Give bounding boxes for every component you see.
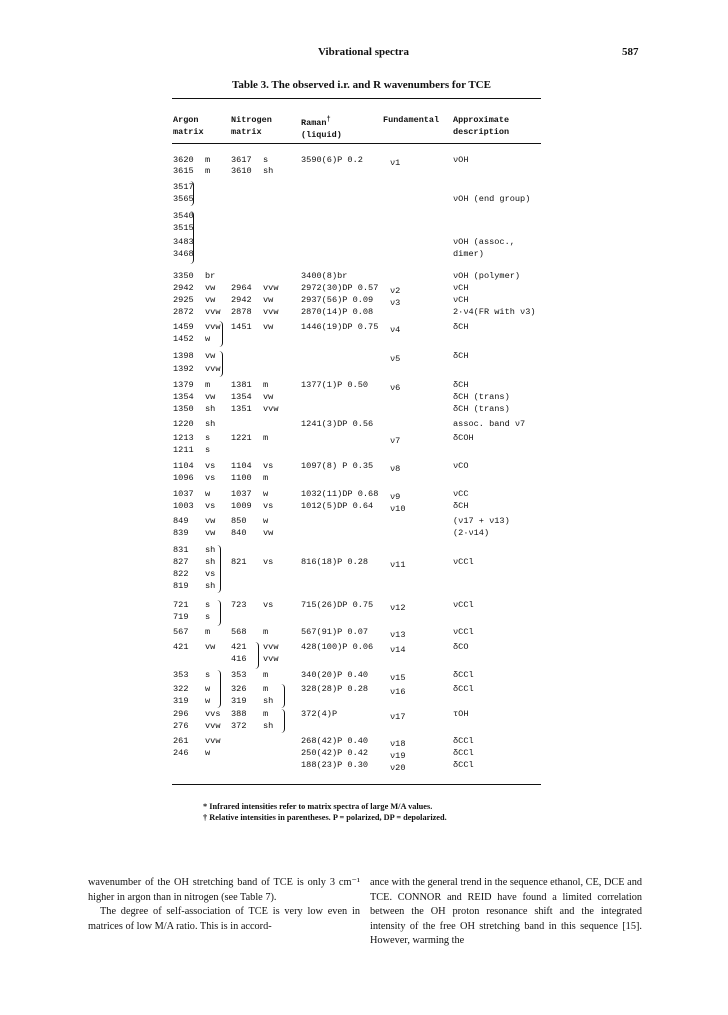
argon-intensity: m <box>205 166 211 176</box>
argon-intensity: s <box>205 445 211 455</box>
argon-intensity: vw <box>205 528 216 538</box>
argon-wavenumber: 3565 <box>173 194 194 204</box>
argon-intensity: vw <box>205 516 216 526</box>
argon-wavenumber: 1452 <box>173 334 194 344</box>
raman-value: 340(20)P 0.40 <box>301 670 369 680</box>
nitrogen-wavenumber: 1037 <box>231 489 252 499</box>
nitrogen-wavenumber: 3617 <box>231 155 252 165</box>
argon-intensity: vs <box>205 461 216 471</box>
fundamental-label: ν20 <box>390 763 406 773</box>
raman-value: 1377(1)P 0.50 <box>301 380 369 390</box>
description-text: δCH (trans) <box>453 392 510 402</box>
argon-wavenumber: 849 <box>173 516 189 526</box>
nitrogen-wavenumber: 2942 <box>231 295 252 305</box>
argon-wavenumber: 1379 <box>173 380 194 390</box>
description-text: νOH (polymer) <box>453 271 521 281</box>
argon-intensity: s <box>205 600 211 610</box>
nitrogen-wavenumber: 1351 <box>231 404 252 414</box>
nitrogen-intensity: vvw <box>263 283 279 293</box>
table-note-raman: † Relative intensities in parentheses. P = polarized, DP = depolarized. <box>203 813 447 822</box>
raman-value: 715(26)DP 0.75 <box>301 600 374 610</box>
raman-value: 567(91)P 0.07 <box>301 627 369 637</box>
argon-intensity: sh <box>205 557 216 567</box>
nitrogen-wavenumber: 1009 <box>231 501 252 511</box>
description-text: δCH <box>453 380 469 390</box>
argon-wavenumber: 827 <box>173 557 189 567</box>
raman-value: 372(4)P <box>301 709 338 719</box>
nitrogen-wavenumber: 2878 <box>231 307 252 317</box>
nitrogen-wavenumber: 840 <box>231 528 247 538</box>
nitrogen-wavenumber: 1100 <box>231 473 252 483</box>
grouping-brace <box>190 181 194 206</box>
table-note-infrared: * Infrared intensities refer to matrix spectra of large M/A values. <box>203 802 433 811</box>
raman-value: 188(23)P 0.30 <box>301 760 369 770</box>
header-description-line1: Approximate <box>453 115 510 125</box>
argon-intensity: w <box>205 748 211 758</box>
nitrogen-intensity: m <box>263 380 269 390</box>
description-text: τOH <box>453 709 469 719</box>
argon-intensity: vs <box>205 473 216 483</box>
argon-intensity: w <box>205 696 211 706</box>
argon-wavenumber: 3517 <box>173 182 194 192</box>
fundamental-label: ν2 <box>390 286 401 296</box>
description-text: δCCl <box>453 670 474 680</box>
argon-wavenumber: 1350 <box>173 404 194 414</box>
nitrogen-intensity: sh <box>263 166 274 176</box>
nitrogen-wavenumber: 421 <box>231 642 247 652</box>
argon-wavenumber: 322 <box>173 684 189 694</box>
argon-intensity: vw <box>205 392 216 402</box>
argon-intensity: m <box>205 155 211 165</box>
fundamental-label: ν18 <box>390 739 406 749</box>
argon-wavenumber: 3540 <box>173 211 194 221</box>
grouping-brace <box>281 684 285 708</box>
argon-wavenumber: 819 <box>173 581 189 591</box>
description-text: νOH (assoc., <box>453 237 515 247</box>
argon-wavenumber: 2872 <box>173 307 194 317</box>
fundamental-label: ν13 <box>390 630 406 640</box>
table-top-rule <box>172 98 541 99</box>
raman-value: 250(42)P 0.42 <box>301 748 369 758</box>
fundamental-label: ν15 <box>390 673 406 683</box>
nitrogen-intensity: vvw <box>263 654 279 664</box>
table-caption: Table 3. The observed i.r. and R wavenumbers for TCE <box>232 79 491 91</box>
raman-value: 1097(8) P 0.35 <box>301 461 374 471</box>
header-nitrogen-line2: matrix <box>231 127 262 137</box>
nitrogen-wavenumber: 2964 <box>231 283 252 293</box>
grouping-brace <box>217 545 221 593</box>
nitrogen-wavenumber: 568 <box>231 627 247 637</box>
argon-wavenumber: 3620 <box>173 155 194 165</box>
argon-wavenumber: 721 <box>173 600 189 610</box>
nitrogen-intensity: vs <box>263 501 274 511</box>
raman-value: 3590(6)P 0.2 <box>301 155 363 165</box>
raman-value: 428(100)P 0.06 <box>301 642 374 652</box>
argon-wavenumber: 1459 <box>173 322 194 332</box>
raman-value: 816(18)P 0.28 <box>301 557 369 567</box>
grouping-brace <box>190 211 194 264</box>
nitrogen-intensity: vs <box>263 600 274 610</box>
body-column-right <box>370 876 642 949</box>
argon-wavenumber: 3515 <box>173 223 194 233</box>
description-text: δCH <box>453 322 469 332</box>
description-text: νCCl <box>453 627 474 637</box>
running-title: Vibrational spectra <box>318 46 409 58</box>
description-text: νCCl <box>453 557 474 567</box>
nitrogen-intensity: m <box>263 627 269 637</box>
fundamental-label: ν10 <box>390 504 406 514</box>
description-text: νCH <box>453 295 469 305</box>
argon-intensity: s <box>205 612 211 622</box>
body-paragraph: The degree of self-association of TCE is very low even in matrices of low M/A ratio. This is in accord- <box>88 906 360 932</box>
body-paragraph: ance with the general trend in the sequence ethanol, CE, DCE and TCE. CONNOR and REID have found a limited correlation between the OH proton resonance shift and the integrated intensity of the free OH stretching band in this sequence [15]. However, warming the <box>370 877 642 946</box>
argon-wavenumber: 3483 <box>173 237 194 247</box>
argon-wavenumber: 261 <box>173 736 189 746</box>
header-description <box>453 114 509 138</box>
argon-intensity: vs <box>205 501 216 511</box>
description-text: δCCl <box>453 748 474 758</box>
nitrogen-intensity: w <box>263 516 269 526</box>
nitrogen-intensity: m <box>263 473 269 483</box>
nitrogen-wavenumber: 821 <box>231 557 247 567</box>
argon-intensity: s <box>205 433 211 443</box>
argon-wavenumber: 319 <box>173 696 189 706</box>
nitrogen-wavenumber: 723 <box>231 600 247 610</box>
nitrogen-intensity: vw <box>263 392 274 402</box>
fundamental-label: ν11 <box>390 560 406 570</box>
raman-value: 1446(19)DP 0.75 <box>301 322 379 332</box>
argon-wavenumber: 3468 <box>173 249 194 259</box>
description-text: δCH <box>453 501 469 511</box>
nitrogen-wavenumber: 1104 <box>231 461 252 471</box>
nitrogen-wavenumber: 372 <box>231 721 247 731</box>
argon-intensity: vvs <box>205 709 221 719</box>
nitrogen-intensity: vvw <box>263 404 279 414</box>
argon-intensity: w <box>205 334 211 344</box>
description-text: νOH (end group) <box>453 194 531 204</box>
argon-intensity: vvw <box>205 736 221 746</box>
argon-intensity: m <box>205 627 211 637</box>
header-raman-line1: Raman <box>301 117 327 128</box>
argon-wavenumber: 276 <box>173 721 189 731</box>
nitrogen-intensity: m <box>263 684 269 694</box>
argon-wavenumber: 353 <box>173 670 189 680</box>
header-argon-line1: Argon <box>173 115 199 125</box>
nitrogen-intensity: m <box>263 670 269 680</box>
argon-intensity: vvw <box>205 322 221 332</box>
header-argon <box>173 114 204 138</box>
argon-wavenumber: 831 <box>173 545 189 555</box>
grouping-brace <box>281 709 285 733</box>
argon-intensity: vw <box>205 642 216 652</box>
argon-wavenumber: 822 <box>173 569 189 579</box>
nitrogen-wavenumber: 353 <box>231 670 247 680</box>
raman-value: 3400(8)br <box>301 271 348 281</box>
argon-intensity: sh <box>205 404 216 414</box>
fundamental-label: ν14 <box>390 645 406 655</box>
description-text: δCCl <box>453 760 474 770</box>
description-text: δCH (trans) <box>453 404 510 414</box>
argon-wavenumber: 1392 <box>173 364 194 374</box>
raman-value: 268(42)P 0.40 <box>301 736 369 746</box>
argon-wavenumber: 1037 <box>173 489 194 499</box>
argon-intensity: vvw <box>205 307 221 317</box>
argon-intensity: m <box>205 380 211 390</box>
description-text: (ν17 + ν13) <box>453 516 510 526</box>
nitrogen-intensity: sh <box>263 696 274 706</box>
fundamental-label: ν19 <box>390 751 406 761</box>
description-text: dimer) <box>453 249 484 259</box>
description-text: νOH <box>453 155 469 165</box>
nitrogen-intensity: vvw <box>263 642 279 652</box>
argon-wavenumber: 567 <box>173 627 189 637</box>
argon-intensity: sh <box>205 419 216 429</box>
nitrogen-wavenumber: 326 <box>231 684 247 694</box>
grouping-brace <box>217 600 221 626</box>
fundamental-label: ν9 <box>390 492 401 502</box>
raman-value: 2937(56)P 0.09 <box>301 295 374 305</box>
page-number: 587 <box>622 46 639 58</box>
nitrogen-intensity: vvw <box>263 307 279 317</box>
raman-value: 1241(3)DP 0.56 <box>301 419 374 429</box>
nitrogen-intensity: vw <box>263 322 274 332</box>
argon-intensity: vw <box>205 295 216 305</box>
fundamental-label: ν4 <box>390 325 401 335</box>
description-text: νCC <box>453 489 469 499</box>
body-paragraph: wavenumber of the OH stretching band of TCE is only 3 cm⁻¹ higher in argon than in nitrogen (see Table 7). <box>88 877 360 903</box>
description-text: νCO <box>453 461 469 471</box>
argon-intensity: vs <box>205 569 216 579</box>
header-fundamental: Fundamental <box>383 115 440 125</box>
argon-wavenumber: 3350 <box>173 271 194 281</box>
header-nitrogen-line1: Nitrogen <box>231 115 272 125</box>
description-text: νCCl <box>453 600 474 610</box>
table-notes <box>203 801 447 823</box>
description-text: assoc. band ν7 <box>453 419 526 429</box>
nitrogen-wavenumber: 416 <box>231 654 247 664</box>
nitrogen-wavenumber: 388 <box>231 709 247 719</box>
argon-intensity: vw <box>205 351 216 361</box>
description-text: δCO <box>453 642 469 652</box>
nitrogen-intensity: vw <box>263 295 274 305</box>
argon-wavenumber: 719 <box>173 612 189 622</box>
argon-wavenumber: 1104 <box>173 461 194 471</box>
description-text: 2·ν4(FR with ν3) <box>453 307 536 317</box>
nitrogen-wavenumber: 1221 <box>231 433 252 443</box>
table-bottom-rule <box>172 784 541 785</box>
nitrogen-intensity: sh <box>263 721 274 731</box>
nitrogen-intensity: m <box>263 433 269 443</box>
argon-wavenumber: 246 <box>173 748 189 758</box>
description-text: δCCl <box>453 736 474 746</box>
argon-wavenumber: 421 <box>173 642 189 652</box>
raman-value: 2870(14)P 0.08 <box>301 307 374 317</box>
table-header-rule <box>172 143 541 144</box>
nitrogen-intensity: vs <box>263 461 274 471</box>
header-raman <box>301 114 342 141</box>
nitrogen-wavenumber: 850 <box>231 516 247 526</box>
header-description-line2: description <box>453 127 510 137</box>
description-text: δCCl <box>453 684 474 694</box>
argon-wavenumber: 1220 <box>173 419 194 429</box>
fundamental-label: ν7 <box>390 436 401 446</box>
argon-intensity: w <box>205 684 211 694</box>
raman-value: 1012(5)DP 0.64 <box>301 501 374 511</box>
fundamental-label: ν16 <box>390 687 406 697</box>
argon-wavenumber: 296 <box>173 709 189 719</box>
description-text: (2·ν14) <box>453 528 490 538</box>
argon-intensity: sh <box>205 581 216 591</box>
grouping-brace <box>255 642 259 669</box>
description-text: δCH <box>453 351 469 361</box>
argon-wavenumber: 1003 <box>173 501 194 511</box>
fundamental-label: ν8 <box>390 464 401 474</box>
nitrogen-wavenumber: 1381 <box>231 380 252 390</box>
header-nitrogen <box>231 114 272 138</box>
argon-wavenumber: 1398 <box>173 351 194 361</box>
raman-footnote-mark: † <box>326 116 331 124</box>
fundamental-label: ν3 <box>390 298 401 308</box>
argon-intensity: vvw <box>205 364 221 374</box>
nitrogen-intensity: s <box>263 155 269 165</box>
argon-wavenumber: 3615 <box>173 166 194 176</box>
fundamental-label: ν1 <box>390 158 401 168</box>
argon-wavenumber: 1354 <box>173 392 194 402</box>
argon-intensity: w <box>205 489 211 499</box>
argon-wavenumber: 1213 <box>173 433 194 443</box>
grouping-brace <box>219 321 223 347</box>
grouping-brace <box>217 670 221 708</box>
argon-wavenumber: 1096 <box>173 473 194 483</box>
grouping-brace <box>219 351 223 377</box>
description-text: δCOH <box>453 433 474 443</box>
argon-intensity: s <box>205 670 211 680</box>
nitrogen-intensity: m <box>263 709 269 719</box>
nitrogen-intensity: vw <box>263 528 274 538</box>
description-text: νCH <box>453 283 469 293</box>
argon-intensity: vw <box>205 283 216 293</box>
nitrogen-wavenumber: 319 <box>231 696 247 706</box>
argon-intensity: vvw <box>205 721 221 731</box>
fundamental-label: ν17 <box>390 712 406 722</box>
raman-value: 328(28)P 0.28 <box>301 684 369 694</box>
raman-value: 2972(30)DP 0.57 <box>301 283 379 293</box>
nitrogen-intensity: w <box>263 489 269 499</box>
header-raman-line2: (liquid) <box>301 129 342 140</box>
nitrogen-wavenumber: 3610 <box>231 166 252 176</box>
argon-wavenumber: 839 <box>173 528 189 538</box>
raman-value: 1032(11)DP 0.68 <box>301 489 379 499</box>
header-argon-line2: matrix <box>173 127 204 137</box>
fundamental-label: ν6 <box>390 383 401 393</box>
nitrogen-wavenumber: 1451 <box>231 322 252 332</box>
argon-wavenumber: 2925 <box>173 295 194 305</box>
fundamental-label: ν12 <box>390 603 406 613</box>
argon-intensity: br <box>205 271 216 281</box>
body-column-left <box>88 876 360 934</box>
fundamental-label: ν5 <box>390 354 401 364</box>
nitrogen-wavenumber: 1354 <box>231 392 252 402</box>
nitrogen-intensity: vs <box>263 557 274 567</box>
argon-wavenumber: 1211 <box>173 445 194 455</box>
argon-intensity: sh <box>205 545 216 555</box>
argon-wavenumber: 2942 <box>173 283 194 293</box>
